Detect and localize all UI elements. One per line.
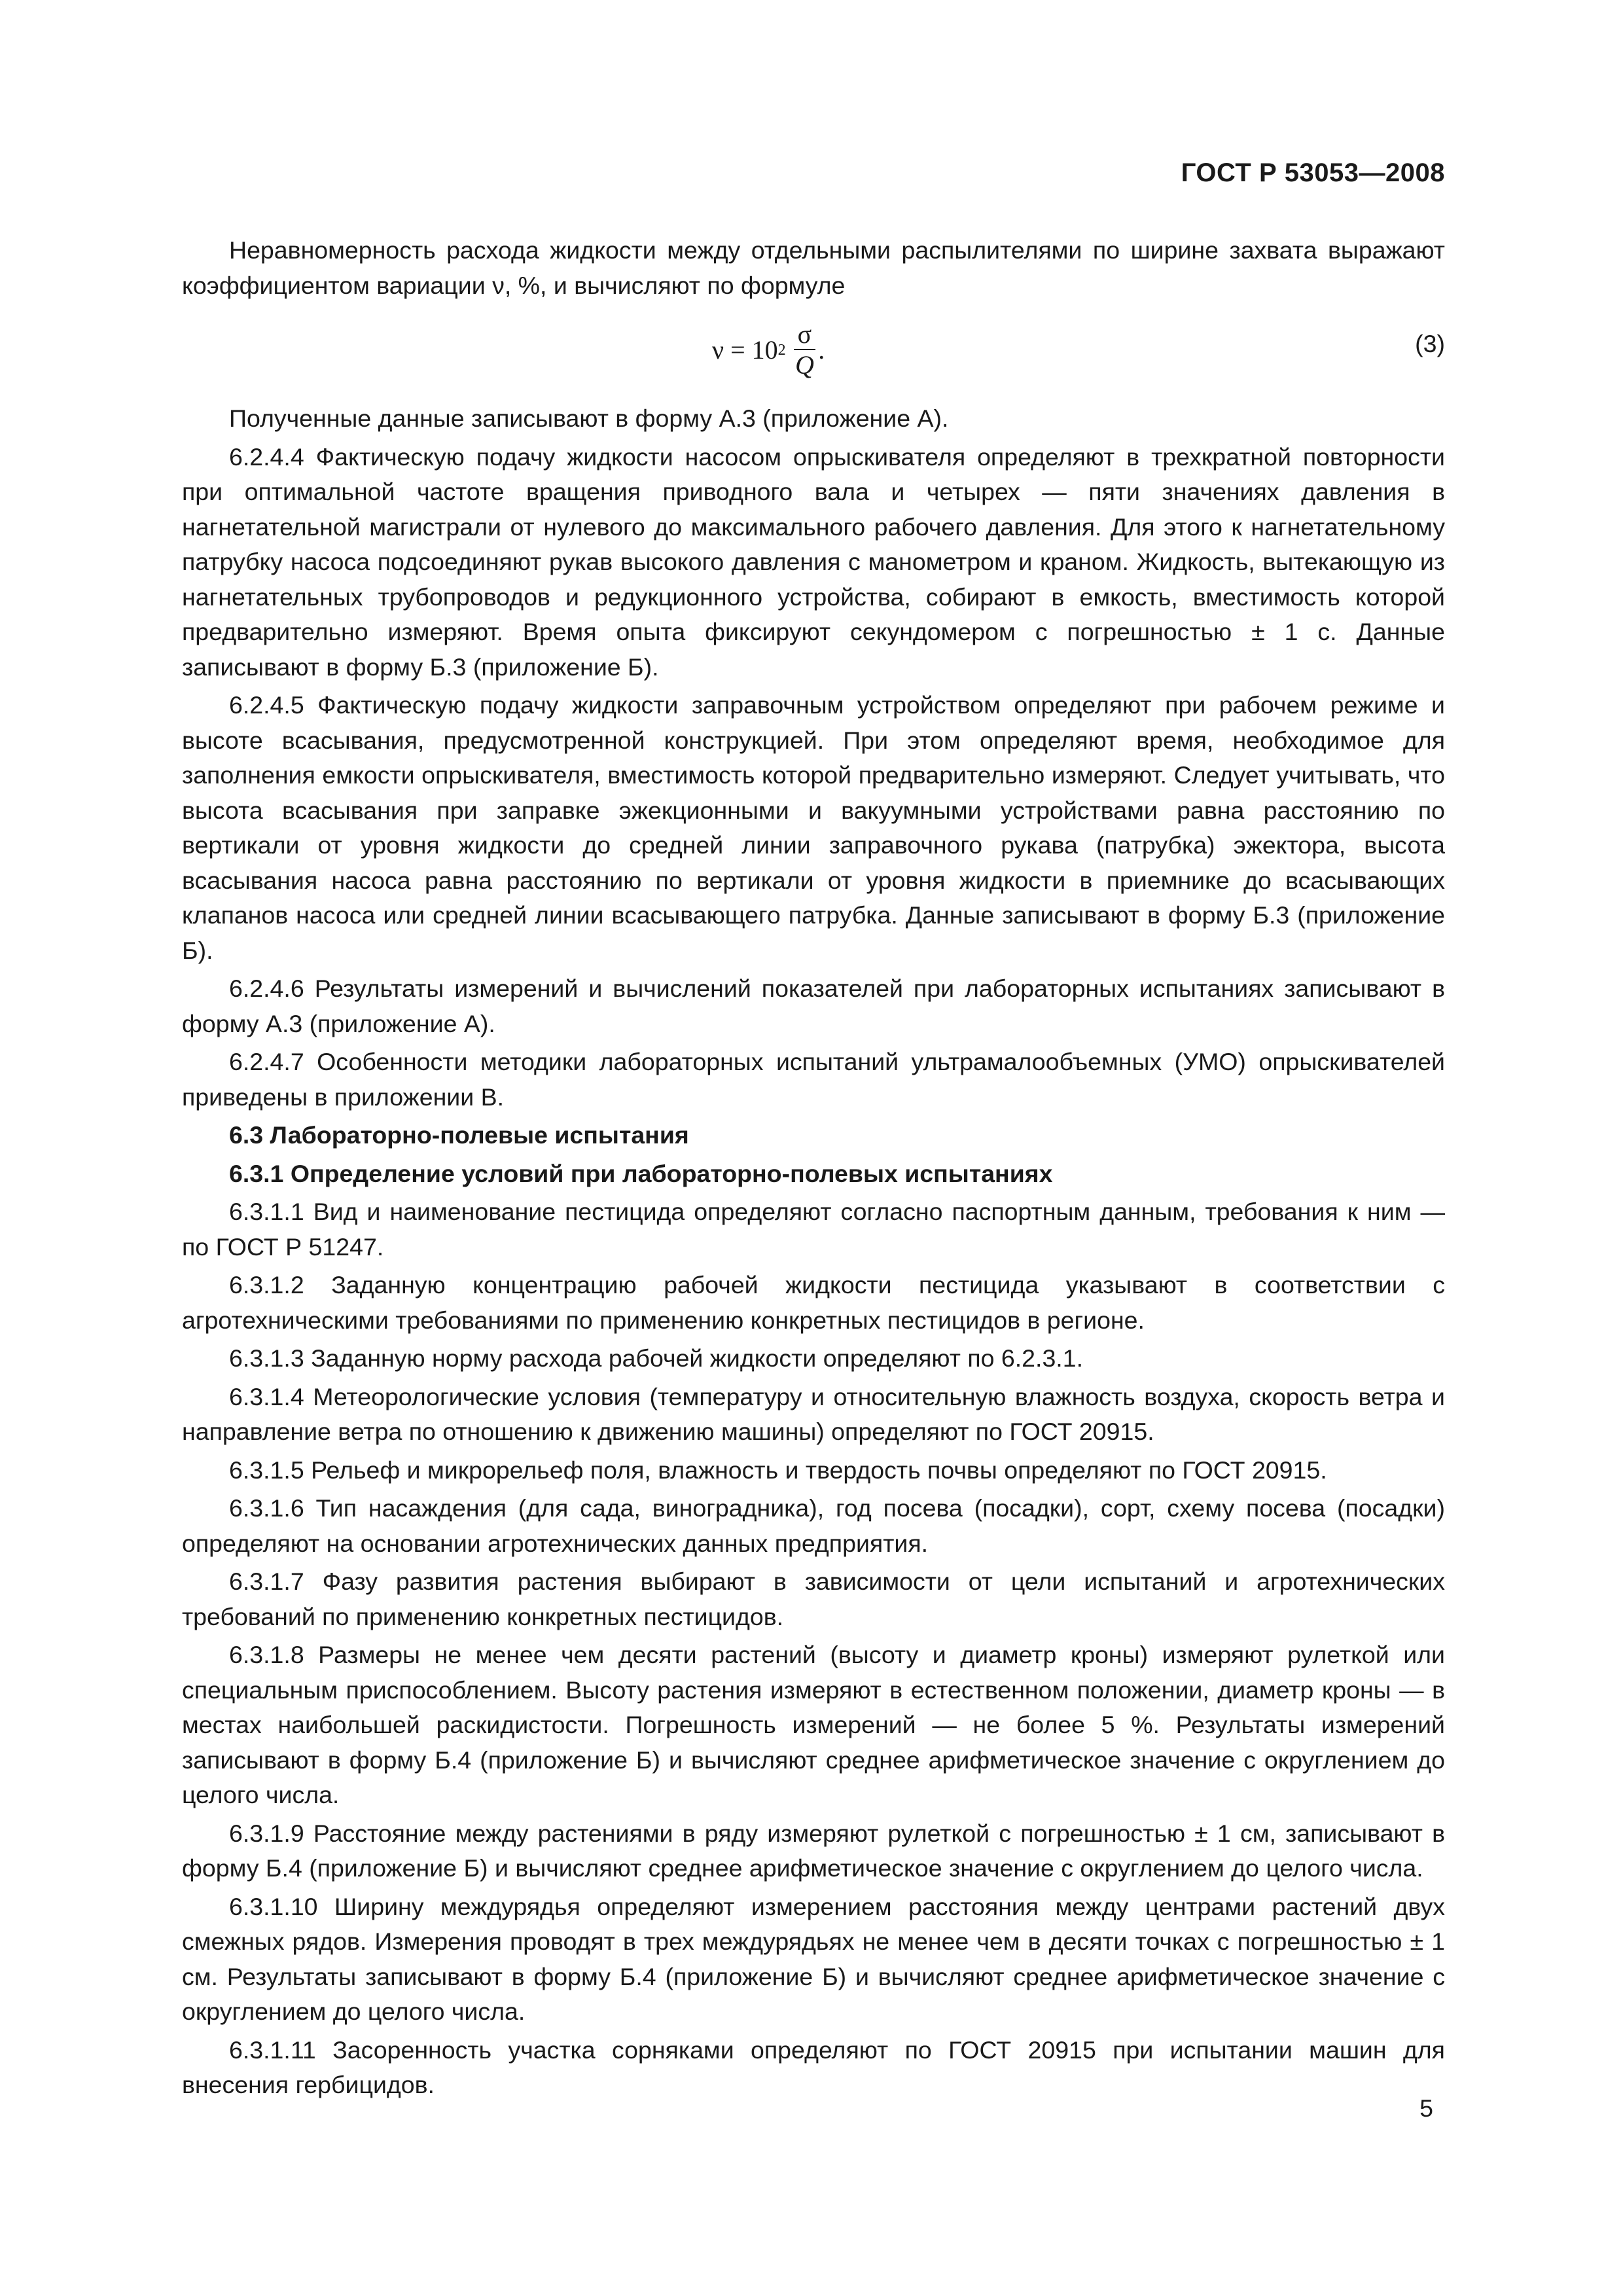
page-body	[182, 233, 1445, 2106]
section-heading: 6.3.1 Определение условий при лабораторно-полевых испытаниях	[229, 1159, 1053, 1187]
paragraph: 6.2.4.5 Фактическую подачу жидкости заправочным устройством определяют при рабочем режиме и высоте всасывания, предусмотренной конструкцией. При этом определяют время, необходимое для заполнения емкости опрыскивателя, вместимость которой предварительно измеряют. Следует учитывать, что высота всасывания при заправке эжекционными и вакуумными устройствами равна расстоянию по вертикали от уровня жидкости до средней линии заправочного рукава (патрубка) эжектора, высота всасывания насоса равна расстоянию по вертикали от уровня жидкости в приемнике до всасывающих клапанов насоса или средней линии всасывающего патрубка. Данные записывают в форму Б.3 (приложение Б).	[182, 691, 1445, 964]
paragraph: 6.3.1.1 Вид и наименование пестицида определяют согласно паспортным данным, требования к ним — по ГОСТ Р 51247.	[182, 1198, 1445, 1261]
paragraph: 6.3.1.9 Расстояние между растениями в ряду измеряют рулеткой с погрешностью ± 1 см, записывают в форму Б.4 (приложение Б) и вычисляют среднее арифметическое значение с округлением до целого числа.	[182, 1819, 1445, 1882]
section-heading: 6.3 Лабораторно-полевые испытания	[229, 1121, 689, 1149]
paragraph: 6.3.1.8 Размеры не менее чем десяти растений (высоту и диаметр кроны) измеряют рулеткой или специальным приспособлением. Высоту растения измеряют в естественном положении, диаметр кроны — в местах наибольшей раскидистости. Погрешность измерений — не более 5 %. Результаты измерений записывают в форму Б.4 (приложение Б) и вычисляют среднее арифметическое значение с округлением до целого числа.	[182, 1641, 1445, 1808]
page-number: 5	[1419, 2094, 1433, 2122]
paragraph: 6.3.1.10 Ширину междурядья определяют измерением расстояния между центрами растений двух смежных рядов. Измерения проводят в трех междурядьях не менее чем в десяти точках с погрешностью ± 1 см. Результаты записывают в форму Б.4 (приложение Б) и вычисляют среднее арифметическое значение с округлением до целого числа.	[182, 1892, 1445, 2025]
formula-denominator: Q	[794, 350, 814, 380]
formula-expression: ν = 10 2 $\frac{\sigma}{Q}$ .	[712, 319, 825, 380]
paragraph: 6.3.1.11 Засоренность участка сорняками определяют по ГОСТ 20915 при испытании машин для внесения гербицидов.	[182, 2036, 1445, 2098]
paragraph: 6.2.4.4 Фактическую подачу жидкости насосом опрыскивателя определяют в трехкратной повторности при оптимальной частоте вращения приводного вала и четырех — пяти значениях давления в нагнетательной магистрали от нулевого до максимального рабочего давления. Для этого к нагнетательному патрубку насоса подсоединяют рукав высокого давления с манометром и краном. Жидкость, вытекающую из нагнетательных трубопроводов и редукционного устройства, собирают в емкость, вместимость которой предварительно измеряют. Время опыта фиксируют секундомером с погрешностью ± 1 с. Данные записывают в форму Б.3 (приложение Б).	[182, 442, 1445, 681]
paragraph: 6.3.1.5 Рельеф и микрорельеф поля, влажность и твердость почвы определяют по ГОСТ 20915.	[229, 1456, 1327, 1484]
paragraph-list	[182, 401, 1445, 2103]
paragraph: 6.2.4.6 Результаты измерений и вычислений показателей при лабораторных испытаниях записывают в форму А.3 (приложение А).	[182, 975, 1445, 1037]
paragraph: 6.3.1.7 Фазу развития растения выбирают в зависимости от цели испытаний и агротехнических требований по применению конкретных пестицидов.	[182, 1568, 1445, 1630]
document-header: ГОСТ Р 53053—2008	[1181, 158, 1445, 187]
formula-number: (3)	[1415, 330, 1445, 357]
formula-tail: .	[818, 335, 825, 365]
paragraph: 6.3.1.6 Тип насаждения (для сада, виноградника), год посева (посадки), сорт, схему посева (посадки) определяют на основании агротехнических данных предприятия.	[182, 1494, 1445, 1557]
paragraph: 6.2.4.7 Особенности методики лабораторных испытаний ультрамалообъемных (УМО) опрыскивателей приведены в приложении В.	[182, 1048, 1445, 1111]
formula-3	[182, 315, 1445, 393]
formula-lhs: ν = 10	[712, 335, 778, 365]
paragraph: Полученные данные записывают в форму А.3 (приложение А).	[229, 404, 949, 432]
paragraph: 6.3.1.4 Метеорологические условия (температуру и относительную влажность воздуха, скорость ветра и направление ветра по отношению к движению машины) определяют по ГОСТ 20915.	[182, 1382, 1445, 1445]
formula-fraction	[794, 320, 816, 380]
formula-numerator: σ	[794, 320, 816, 350]
paragraph: 6.3.1.3 Заданную норму расхода рабочей жидкости определяют по 6.2.3.1.	[229, 1344, 1083, 1372]
paragraph: 6.3.1.2 Заданную концентрацию рабочей жидкости пестицида указывают в соответствии с агротехническими требованиями по применению конкретных пестицидов в регионе.	[182, 1271, 1445, 1334]
intro-paragraph: Неравномерность расхода жидкости между отдельными распылителями по ширине захвата выражают коэффициентом вариации ν, %, и вычисляют по формуле	[182, 236, 1445, 299]
